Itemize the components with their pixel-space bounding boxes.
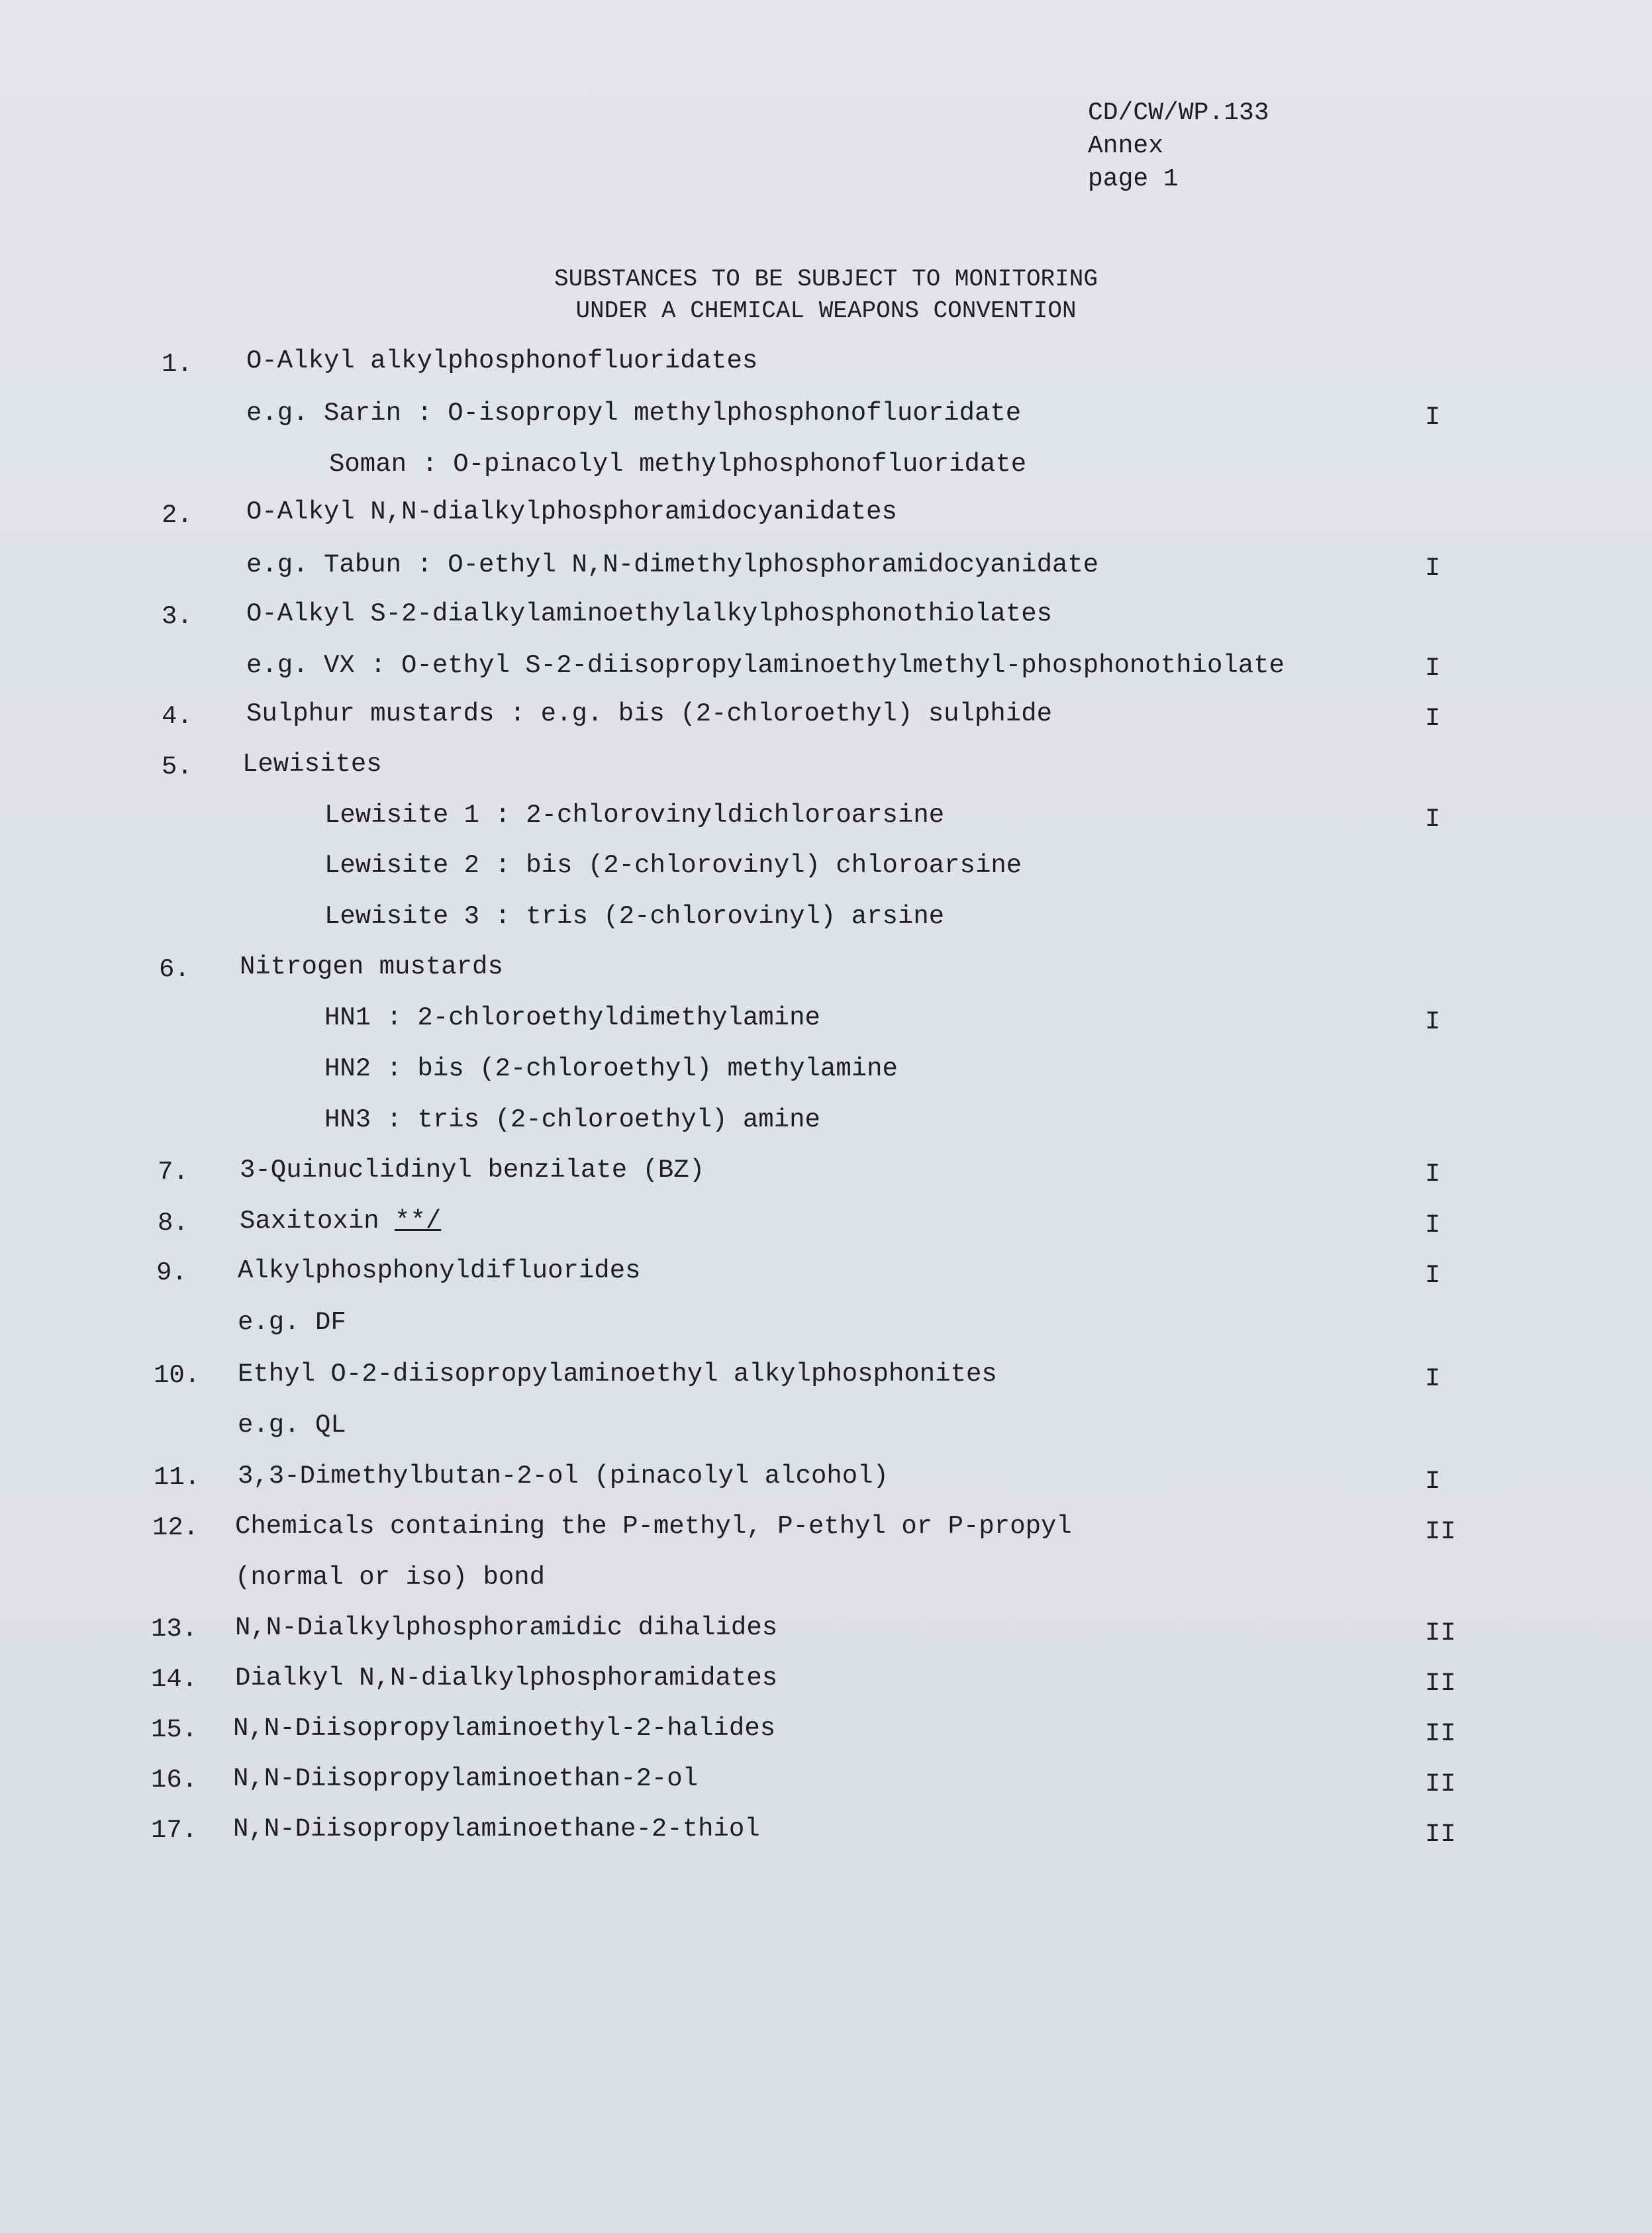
item-example: HN3 : tris (2-chloroethyl) amine [324,1105,820,1134]
annex-label: Annex [1088,132,1164,160]
item-text: Ethyl O-2-diisopropylaminoethyl alkylphosphonites [238,1360,997,1389]
document-header [1088,97,1269,196]
document-title [0,264,1652,327]
item-text: 3-Quinuclidinyl benzilate (BZ) [240,1156,705,1185]
item-example: e.g. VX : O-ethyl S-2-diisopropylaminoethylmethyl-phosphonothiolate [246,651,1285,680]
item-example: Lewisite 3 : tris (2-chlorovinyl) arsine [324,902,945,931]
item-text: O-Alkyl N,N-dialkylphosphoramidocyanidates [246,497,897,526]
item-category: I [1425,554,1441,583]
item-example: e.g. Tabun : O-ethyl N,N-dimethylphosphoramidocyanidate [246,550,1099,579]
item-category: II [1425,1820,1456,1849]
item-example: Soman : O-pinacolyl methylphosphonofluoridate [329,450,1027,479]
item-example: e.g. Sarin : O-isopropyl methylphosphonofluoridate [246,399,1022,428]
item-category: I [1425,805,1441,834]
item-text: Alkylphosphonyldifluorides [238,1256,641,1285]
item-category: II [1425,1618,1456,1648]
item-example: HN2 : bis (2-chloroethyl) methylamine [324,1054,898,1083]
item-number: 1. [162,350,193,379]
title-line-2: UNDER A CHEMICAL WEAPONS CONVENTION [575,297,1077,324]
item-category: I [1425,1467,1441,1496]
item-number: 7. [158,1158,189,1187]
item-example: Lewisite 1 : 2-chlorovinyldichloroarsine [324,801,945,830]
item-text: O-Alkyl S-2-dialkylaminoethylalkylphosphonothiolates [246,599,1052,628]
item-text: Dialkyl N,N-dialkylphosphoramidates [235,1663,778,1693]
item-category: I [1425,1211,1441,1240]
item-text-continued: (normal or iso) bond [235,1563,546,1592]
item-text: Chemicals containing the P-methyl, P-ethyl or P-propyl [235,1512,1072,1541]
item-number: 10. [154,1361,201,1390]
item-text: Nitrogen mustards [240,952,503,981]
item-category: I [1425,403,1441,432]
item-example: e.g. QL [238,1411,346,1440]
item-text: 3,3-Dimethylbutan-2-ol (pinacolyl alcohol) [238,1462,889,1491]
item-category: II [1425,1769,1456,1799]
item-text [240,1205,441,1237]
item-number: 4. [162,702,193,731]
footnote-reference: **/ [395,1207,442,1236]
item-category: I [1425,1364,1441,1393]
item-example: HN1 : 2-chloroethyldimethylamine [324,1003,820,1032]
item-category: II [1425,1669,1456,1698]
item-text: N,N-Diisopropylaminoethan-2-ol [233,1764,699,1793]
item-number: 2. [162,501,193,530]
item-text: N,N-Dialkylphosphoramidic dihalides [235,1613,778,1642]
item-number: 15. [151,1715,198,1744]
item-text: N,N-Diisopropylaminoethyl-2-halides [233,1714,776,1743]
item-number: 11. [154,1463,201,1492]
document-id: CD/CW/WP.133 [1088,99,1269,127]
item-number: 6. [159,955,190,984]
item-text: N,N-Diisopropylaminoethane-2-thiol [233,1814,760,1844]
item-number: 14. [151,1665,198,1694]
item-category: I [1425,1007,1441,1036]
item-text: Lewisites [242,750,382,779]
item-category: I [1425,704,1441,733]
page-number: page 1 [1088,165,1179,193]
item-example: Lewisite 2 : bis (2-chlorovinyl) chloroarsine [324,851,1022,880]
item-category: II [1425,1719,1456,1748]
item-category: II [1425,1517,1456,1546]
item-example: e.g. DF [238,1308,346,1337]
item-number: 16. [151,1765,198,1795]
item-text-label: Saxitoxin [240,1207,395,1236]
item-category: I [1425,1261,1441,1290]
item-number: 8. [158,1209,189,1238]
item-number: 5. [162,752,193,781]
item-number: 13. [151,1614,198,1644]
item-category: I [1425,654,1441,683]
item-text: Sulphur mustards : e.g. bis (2-chloroethyl) sulphide [246,699,1052,728]
item-text: O-Alkyl alkylphosphonofluoridates [246,346,758,375]
title-line-1: SUBSTANCES TO BE SUBJECT TO MONITORING [554,266,1098,293]
item-number: 3. [162,602,193,631]
item-number: 12. [152,1513,199,1542]
item-category: I [1425,1160,1441,1189]
item-number: 9. [156,1258,187,1287]
item-number: 17. [151,1816,198,1845]
